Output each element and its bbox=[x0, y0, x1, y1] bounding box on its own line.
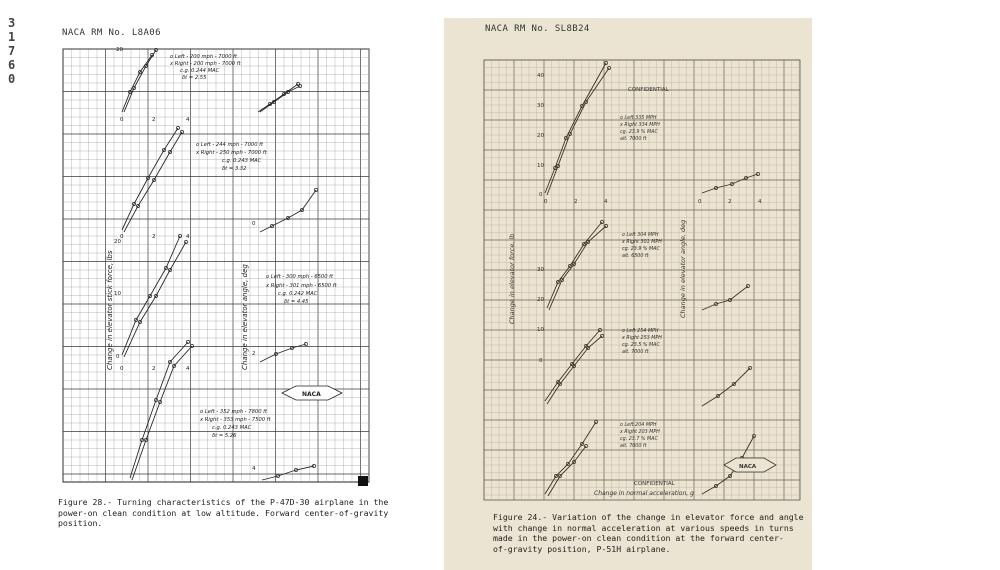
legend-line: c.g. 0.243 MAC bbox=[222, 158, 262, 164]
x-tick-label: 4 bbox=[186, 234, 190, 240]
legend-line: cg. 23.5 % MAC bbox=[622, 343, 660, 348]
figure-28-chart bbox=[0, 0, 405, 570]
y-tick-label: 10 bbox=[537, 327, 544, 333]
x-tick-label: 4 bbox=[604, 199, 608, 205]
legend-line: x Right 334 MPH bbox=[620, 123, 660, 128]
x-tick-label: 4 bbox=[186, 366, 190, 372]
y-tick-label: 30 bbox=[537, 267, 544, 273]
figure-caption: Figure 24.- Variation of the change in elevator force and angle with change in normal acceleration at various speeds in turns made in the power-on clean condition at the forward center- of-gravity position, P-51H airplane. bbox=[493, 512, 804, 554]
legend-line: δt = 4.45 bbox=[284, 299, 309, 305]
y-tick-label: 0 bbox=[539, 192, 543, 198]
legend-line: o Left 254 MPH bbox=[622, 329, 659, 334]
legend-line: x Right 253 MPH bbox=[622, 336, 662, 341]
y-tick-label: 20 bbox=[537, 297, 544, 303]
legend-line: x Right 301 MPH bbox=[622, 240, 662, 245]
legend-line: o Left 204 MPH bbox=[620, 423, 657, 428]
y-tick-label: 20 bbox=[537, 133, 544, 139]
legend-line: o Left - 244 mph - 7000 ft bbox=[196, 142, 263, 148]
legend-line: o Left - 352 mph - 7800 ft bbox=[200, 409, 267, 415]
legend-line: δt = 3.32 bbox=[222, 166, 247, 172]
legend-line: o Left 335 MPH bbox=[620, 116, 657, 121]
legend-line: o Left - 300 mph - 6500 ft bbox=[266, 274, 333, 280]
legend-line: alt. 7000 ft bbox=[622, 350, 649, 355]
x-tick-label: 2 bbox=[152, 117, 156, 123]
stamp-digit: 1 bbox=[8, 30, 16, 44]
x-tick-label: 2 bbox=[574, 199, 578, 205]
naca-logo bbox=[724, 458, 776, 472]
legend-line: x Right - 353 mph - 7500 ft bbox=[200, 417, 271, 423]
y-tick-label: 40 bbox=[537, 73, 544, 79]
y-axis-label-left: Change in elevator force, lb bbox=[508, 233, 516, 324]
corner-mark bbox=[358, 476, 368, 486]
x-tick-label: 4 bbox=[186, 117, 190, 123]
right-document-page bbox=[444, 18, 812, 570]
legend-line: x Right - 301 mph - 6500 ft bbox=[266, 283, 337, 289]
figure-24-chart bbox=[444, 18, 812, 570]
confidential-label: CONFIDENTIAL bbox=[628, 87, 669, 93]
naca-logo-text: NACA bbox=[739, 464, 757, 470]
confidential-label: CONFIDENTIAL bbox=[634, 481, 675, 487]
y-tick-label: 2 bbox=[252, 351, 256, 357]
y-tick-label: 10 bbox=[114, 291, 121, 297]
y-tick-label: 0 bbox=[116, 354, 120, 360]
legend-line: x Right - 200 mph - 7000 ft bbox=[170, 61, 241, 67]
y-axis-label-left: Change in elevator stick force, lbs bbox=[106, 250, 114, 370]
page-header: NACA RM No. L8A06 bbox=[62, 28, 161, 38]
x-tick-label: 2 bbox=[152, 234, 156, 240]
y-axis-label-right: Change in elevator angle, deg bbox=[241, 264, 249, 370]
top-axis-tick: 20 bbox=[116, 47, 123, 53]
y-tick-label: 0 bbox=[539, 358, 543, 364]
legend-line: cg. 23.9 % MAC bbox=[620, 130, 658, 135]
x-tick-label: 0 bbox=[698, 199, 702, 205]
x-tick-label: 0 bbox=[120, 117, 124, 123]
x-tick-label: 0 bbox=[120, 234, 124, 240]
x-tick-label: 2 bbox=[152, 366, 156, 372]
y-tick-label: 4 bbox=[252, 466, 256, 472]
legend-line: δt = 5.26 bbox=[212, 433, 237, 439]
y-tick-label: 0 bbox=[252, 221, 256, 227]
left-document-page bbox=[0, 0, 405, 570]
legend-line: x Right - 250 mph - 7000 ft bbox=[196, 150, 267, 156]
y-tick-label: 20 bbox=[114, 239, 121, 245]
x-tick-label: 0 bbox=[544, 199, 548, 205]
figure-caption: Figure 28.- Turning characteristics of the P-47D-30 airplane in the power-on clean condition at low altitude. Forward center-of-gravity position. bbox=[58, 497, 389, 529]
stamp-digit: 0 bbox=[8, 72, 16, 86]
naca-logo bbox=[282, 386, 342, 400]
legend-line: x Right 203 MPH bbox=[620, 430, 660, 435]
legend-line: c.g. 0.243 MAC bbox=[212, 425, 252, 431]
legend-line: o Left - 200 mph - 7000 ft bbox=[170, 54, 237, 60]
legend-line: alt. 7000 ft bbox=[620, 444, 647, 449]
y-tick-label: 10 bbox=[537, 163, 544, 169]
page-header: NACA RM No. SL8B24 bbox=[485, 24, 590, 34]
stamp-digit: 7 bbox=[8, 44, 16, 58]
y-axis-label-right: Change in elevator angle, deg bbox=[679, 219, 687, 318]
legend-line: o Left 304 MPH bbox=[622, 233, 659, 238]
legend-line: δt = 2.55 bbox=[182, 75, 207, 81]
legend-line: c.g. 0.242 MAC bbox=[278, 291, 318, 297]
naca-logo-text: NACA bbox=[302, 391, 321, 398]
legend-line: c.g. 0.244 MAC bbox=[180, 68, 220, 74]
x-tick-label: 4 bbox=[758, 199, 762, 205]
legend-line: alt. 7000 ft bbox=[620, 137, 647, 142]
legend-line: cg. 23.9 % MAC bbox=[622, 247, 660, 252]
legend-line: cg. 23.7 % MAC bbox=[620, 437, 658, 442]
stamp-digit: 6 bbox=[8, 58, 16, 72]
y-tick-label: 30 bbox=[537, 103, 544, 109]
x-tick-label: 0 bbox=[120, 366, 124, 372]
stamp-digit: 3 bbox=[8, 16, 16, 30]
legend-line: alt. 6500 ft bbox=[622, 254, 649, 259]
x-tick-label: 2 bbox=[728, 199, 732, 205]
x-axis-label: Change in normal acceleration, g bbox=[594, 490, 694, 497]
